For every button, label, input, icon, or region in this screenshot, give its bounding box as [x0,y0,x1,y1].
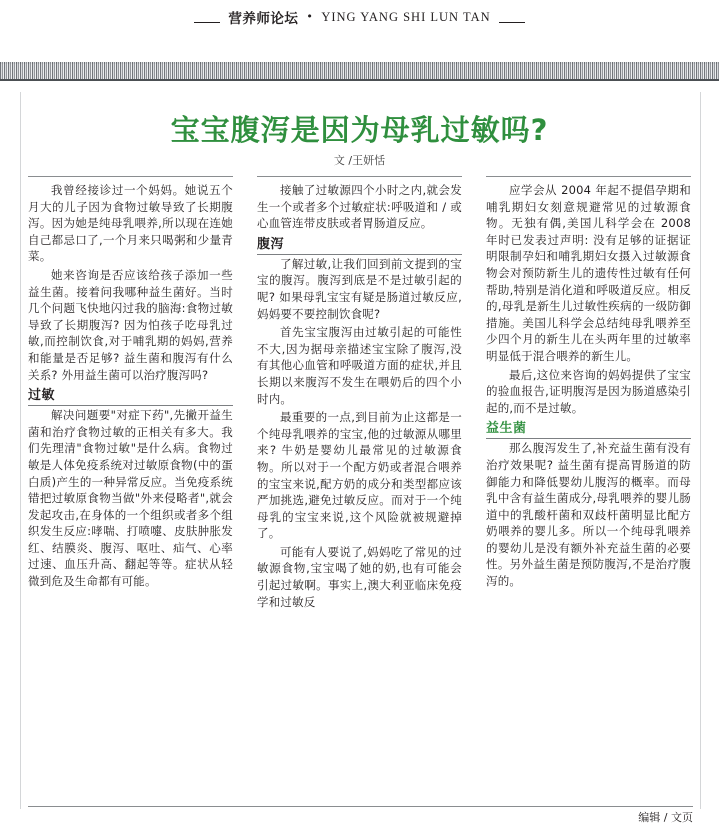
paragraph: 最后,这位来咨询的妈妈提供了宝宝的验血报告,证明腹泻是因为肠道感染引起的,而不是过敏。 [486,367,691,415]
footer-credit: 编辑 / 文页 [638,811,693,824]
paragraph: 应学会从 2004 年起不提倡孕期和哺乳期妇女刻意规避常见的过敏源食物。无独有偶,美国儿科学会在 2008 年时已发表过声明: 没有足够的证据证明限制孕妇和哺乳期妇女摄入过敏源食物会对预防新生儿的遗传性过敏有任何帮助,特别是消化道和呼吸道反应。相反的,母乳是新生儿过敏性疾病的一级防御措施。美国儿科学会总结纯母乳喂养至少四个月的新生儿在头两年里的过敏率明显低于混合喂养的新生儿。 [486,183,691,363]
header-right-rule [499,22,525,23]
subhead-diarrhea: 腹泻 [257,236,462,255]
paragraph: 可能有人要说了,妈妈吃了常见的过敏源食物,宝宝喝了她的奶,也有可能会引起过敏啊。事实上,澳大利亚临床免疫学和过敏反 [257,544,462,609]
column-2-top-rule [257,176,462,177]
subhead-allergy: 过敏 [28,387,233,406]
paragraph: 那么腹泻发生了,补充益生菌有没有治疗效果呢? 益生菌有提高胃肠道的防御能力和降低婴幼儿腹泻的概率。而母乳中含有益生菌成分,母乳喂养的婴儿肠道中的乳酸杆菌和双歧杆菌明显比配方奶喂养的婴儿多。所以一个纯母乳喂养的婴幼儿是没有额外补充益生菌的必要性。另外益生菌是预防腹泻,不是治疗腹泻的。 [486,441,691,589]
decorative-band [0,62,719,84]
left-margin-rule [20,92,21,809]
header-section-cn: 营养师论坛 [228,11,299,27]
column-1 [28,182,233,802]
column-3-top-rule [486,176,691,177]
band-stripes [0,62,719,79]
header-separator: • [306,9,314,23]
paragraph: 最重要的一点,到目前为止这都是一个纯母乳喂养的宝宝,他的过敏源从哪里来? 牛奶是婴幼儿最常见的过敏源食物。所以对于一个配方奶或者混合喂养的宝宝来说,配方奶的成分和类型都应该严加挑选,避免过敏反应。而对于一个纯母乳的宝宝来说,这个风险就被规避掉了。 [257,410,462,541]
header-section-pinyin: YING YANG SHI LUN TAN [321,9,491,24]
header-left-rule [194,22,220,23]
right-margin-rule [700,92,701,809]
subhead-probiotics: 益生菌 [486,420,691,439]
article-byline: 文 /王妍恬 [333,154,386,167]
paragraph: 我曾经接诊过一个妈妈。她说五个月大的儿子因为食物过敏导致了长期腹泻。因为她是纯母乳喂养,所以现在连她自己都忌口了,一个月来只喝粥和少量青菜。 [28,183,233,264]
paragraph: 解决问题要"对症下药",先撇开益生菌和治疗食物过敏的正相关有多大。我们先理清"食物过敏"是什么病。食物过敏是人体免疫系统对过敏原食物(中的蛋白质)产生的一种异常反应。当免疫系统错把过敏原食物当做"外来侵略者",就会发起攻击,在身体的一个组织或者多个组织发生反应:哮喘、打喷嚏、皮肤肿胀发红、结膜炎、腹泻、呕吐、疝气、心率过速、血压升高、翻起等等。症状从轻微到危及生命都有可能。 [28,408,233,589]
column-3 [486,182,691,802]
page-header [0,0,719,34]
paragraph: 她来咨询是否应该给孩子添加一些益生菌。接着问我哪种益生菌好。当时几个问题飞快地闪过我的脑海:食物过敏导致了长期腹泻? 因为怕孩子吃母乳过敏,而控制饮食,对于哺乳期的妈妈,营养和能量是否足够? 益生菌和腹泻有什么关系? 外用益生菌可以治疗腹泻吗? [28,267,233,382]
article-body [28,182,692,802]
paragraph: 首先宝宝腹泻由过敏引起的可能性不大,因为据母亲描述宝宝除了腹泻,没有其他心血管和呼吸道方面的症状,并且长期以来腹泻不发生在喂奶后的四个小时内。 [257,325,462,406]
band-bottom-line [0,79,719,81]
article-title: 宝宝腹泻是因为母乳过敏吗? [170,113,549,147]
footer-rule [28,806,693,807]
paragraph: 了解过敏,让我们回到前文提到的宝宝的腹泻。腹泻到底是不是过敏引起的呢? 如果母乳宝宝有疑是肠道过敏反应,妈妈要不要控制饮食呢? [257,256,462,321]
column-1-top-rule [28,176,233,177]
paragraph: 接触了过敏源四个小时之内,就会发生一个或者多个过敏症状:呼吸道和 / 或心血管连带皮肤或者胃肠道反应。 [257,183,462,231]
header-inner [194,7,524,27]
column-2 [257,182,462,802]
